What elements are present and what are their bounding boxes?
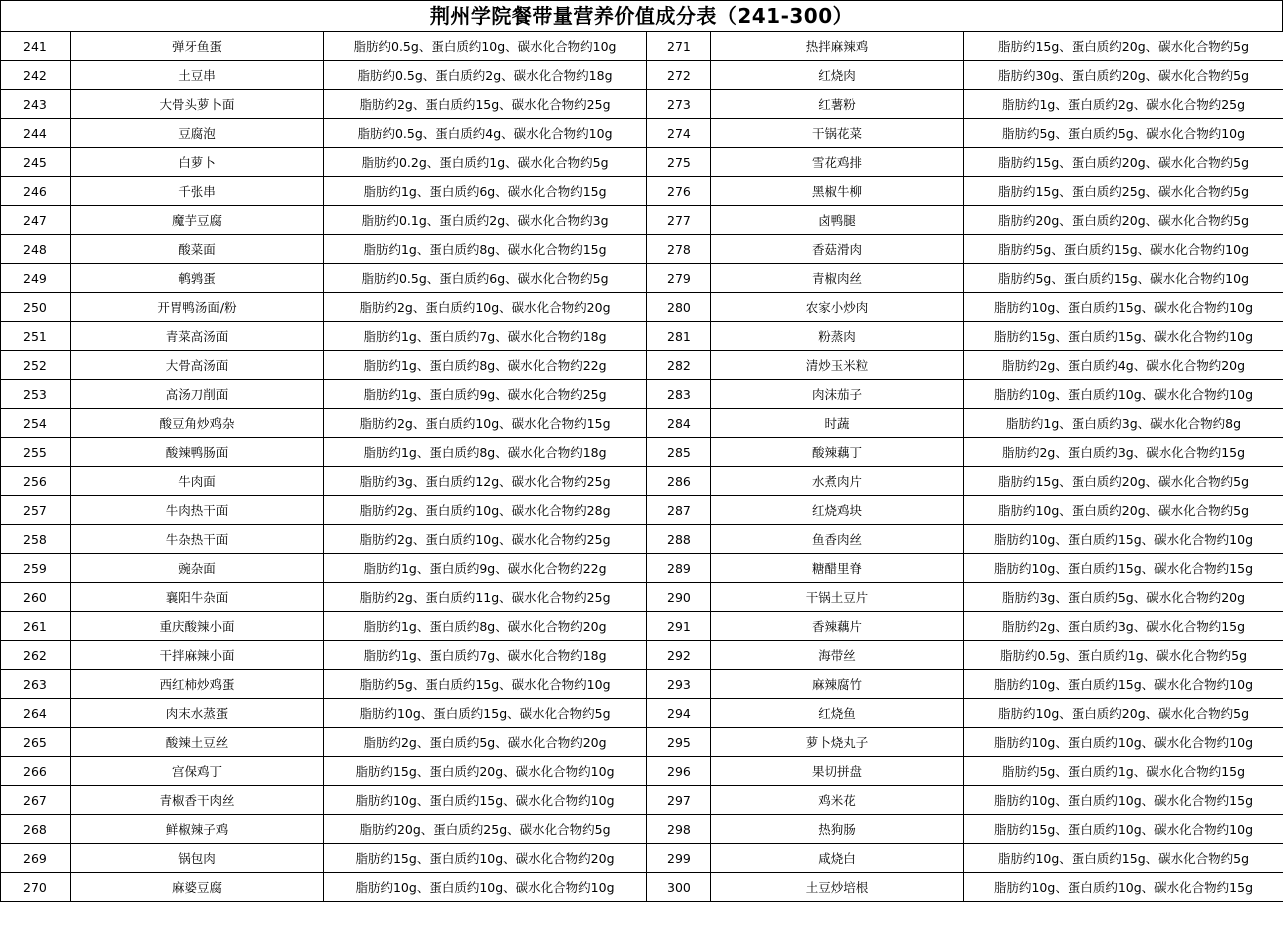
dish-name-cell: 酸菜面 xyxy=(71,235,324,264)
nutrition-cell: 脂肪约10g、蛋白质约20g、碳水化合物约5g xyxy=(964,496,1283,525)
dish-number-cell: 299 xyxy=(647,844,711,873)
dish-number-cell: 294 xyxy=(647,699,711,728)
dish-name-cell: 鸡米花 xyxy=(711,786,964,815)
dish-name-cell: 酸辣土豆丝 xyxy=(71,728,324,757)
dish-name-cell: 萝卜烧丸子 xyxy=(711,728,964,757)
dish-number-cell: 266 xyxy=(1,757,71,786)
table-row xyxy=(1,119,1283,148)
nutrition-cell: 脂肪约10g、蛋白质约15g、碳水化合物约5g xyxy=(964,844,1283,873)
dish-name-cell: 麻婆豆腐 xyxy=(71,873,324,902)
dish-name-cell: 豆腐泡 xyxy=(71,119,324,148)
table-row xyxy=(1,815,1283,844)
dish-name-cell: 红烧鸡块 xyxy=(711,496,964,525)
table-row xyxy=(1,438,1283,467)
dish-number-cell: 272 xyxy=(647,61,711,90)
dish-number-cell: 293 xyxy=(647,670,711,699)
table-row xyxy=(1,61,1283,90)
dish-number-cell: 248 xyxy=(1,235,71,264)
nutrition-cell: 脂肪约5g、蛋白质约15g、碳水化合物约10g xyxy=(324,670,647,699)
dish-name-cell: 青椒香干肉丝 xyxy=(71,786,324,815)
dish-number-cell: 292 xyxy=(647,641,711,670)
table-row xyxy=(1,757,1283,786)
dish-number-cell: 289 xyxy=(647,554,711,583)
dish-number-cell: 252 xyxy=(1,351,71,380)
dish-number-cell: 276 xyxy=(647,177,711,206)
dish-name-cell: 红烧肉 xyxy=(711,61,964,90)
dish-name-cell: 高汤刀削面 xyxy=(71,380,324,409)
dish-name-cell: 热狗肠 xyxy=(711,815,964,844)
nutrition-cell: 脂肪约2g、蛋白质约5g、碳水化合物约20g xyxy=(324,728,647,757)
dish-name-cell: 青菜高汤面 xyxy=(71,322,324,351)
dish-name-cell: 开胃鸭汤面/粉 xyxy=(71,293,324,322)
dish-number-cell: 262 xyxy=(1,641,71,670)
table-row xyxy=(1,583,1283,612)
nutrition-cell: 脂肪约1g、蛋白质约8g、碳水化合物约22g xyxy=(324,351,647,380)
nutrition-cell: 脂肪约5g、蛋白质约15g、碳水化合物约10g xyxy=(964,235,1283,264)
nutrition-cell: 脂肪约10g、蛋白质约10g、碳水化合物约10g xyxy=(964,380,1283,409)
table-body xyxy=(1,32,1283,902)
dish-number-cell: 257 xyxy=(1,496,71,525)
nutrition-cell: 脂肪约1g、蛋白质约7g、碳水化合物约18g xyxy=(324,641,647,670)
nutrition-cell: 脂肪约10g、蛋白质约20g、碳水化合物约5g xyxy=(964,699,1283,728)
dish-number-cell: 263 xyxy=(1,670,71,699)
dish-name-cell: 白萝卜 xyxy=(71,148,324,177)
table-row xyxy=(1,728,1283,757)
dish-number-cell: 277 xyxy=(647,206,711,235)
dish-name-cell: 黑椒牛柳 xyxy=(711,177,964,206)
nutrition-cell: 脂肪约2g、蛋白质约11g、碳水化合物约25g xyxy=(324,583,647,612)
dish-number-cell: 250 xyxy=(1,293,71,322)
table-row xyxy=(1,293,1283,322)
dish-name-cell: 咸烧白 xyxy=(711,844,964,873)
dish-name-cell: 海带丝 xyxy=(711,641,964,670)
nutrition-cell: 脂肪约10g、蛋白质约10g、碳水化合物约10g xyxy=(324,873,647,902)
nutrition-cell: 脂肪约1g、蛋白质约8g、碳水化合物约15g xyxy=(324,235,647,264)
dish-number-cell: 247 xyxy=(1,206,71,235)
dish-number-cell: 282 xyxy=(647,351,711,380)
dish-name-cell: 干锅花菜 xyxy=(711,119,964,148)
nutrition-cell: 脂肪约1g、蛋白质约9g、碳水化合物约25g xyxy=(324,380,647,409)
nutrition-cell: 脂肪约10g、蛋白质约10g、碳水化合物约15g xyxy=(964,873,1283,902)
nutrition-cell: 脂肪约1g、蛋白质约2g、碳水化合物约25g xyxy=(964,90,1283,119)
dish-name-cell: 红薯粉 xyxy=(711,90,964,119)
nutrition-cell: 脂肪约15g、蛋白质约10g、碳水化合物约20g xyxy=(324,844,647,873)
dish-name-cell: 锅包肉 xyxy=(71,844,324,873)
nutrition-cell: 脂肪约0.5g、蛋白质约10g、碳水化合物约10g xyxy=(324,32,647,61)
dish-number-cell: 269 xyxy=(1,844,71,873)
nutrition-cell: 脂肪约3g、蛋白质约12g、碳水化合物约25g xyxy=(324,467,647,496)
dish-number-cell: 242 xyxy=(1,61,71,90)
dish-number-cell: 273 xyxy=(647,90,711,119)
table-row xyxy=(1,496,1283,525)
nutrition-cell: 脂肪约15g、蛋白质约20g、碳水化合物约5g xyxy=(964,467,1283,496)
dish-number-cell: 259 xyxy=(1,554,71,583)
dish-name-cell: 果切拼盘 xyxy=(711,757,964,786)
dish-number-cell: 296 xyxy=(647,757,711,786)
dish-name-cell: 青椒肉丝 xyxy=(711,264,964,293)
dish-number-cell: 271 xyxy=(647,32,711,61)
dish-name-cell: 香菇滑肉 xyxy=(711,235,964,264)
nutrition-cell: 脂肪约5g、蛋白质约5g、碳水化合物约10g xyxy=(964,119,1283,148)
dish-name-cell: 糖醋里脊 xyxy=(711,554,964,583)
table-row xyxy=(1,554,1283,583)
table-row xyxy=(1,177,1283,206)
table-row xyxy=(1,699,1283,728)
dish-number-cell: 283 xyxy=(647,380,711,409)
dish-number-cell: 281 xyxy=(647,322,711,351)
dish-name-cell: 清炒玉米粒 xyxy=(711,351,964,380)
dish-name-cell: 弹牙鱼蛋 xyxy=(71,32,324,61)
nutrition-cell: 脂肪约10g、蛋白质约10g、碳水化合物约10g xyxy=(964,728,1283,757)
dish-number-cell: 278 xyxy=(647,235,711,264)
dish-number-cell: 291 xyxy=(647,612,711,641)
dish-name-cell: 红烧鱼 xyxy=(711,699,964,728)
dish-name-cell: 土豆串 xyxy=(71,61,324,90)
nutrition-cell: 脂肪约2g、蛋白质约10g、碳水化合物约15g xyxy=(324,409,647,438)
dish-number-cell: 286 xyxy=(647,467,711,496)
nutrition-cell: 脂肪约15g、蛋白质约15g、碳水化合物约10g xyxy=(964,322,1283,351)
dish-number-cell: 279 xyxy=(647,264,711,293)
table-row xyxy=(1,786,1283,815)
table-row xyxy=(1,380,1283,409)
nutrition-cell: 脂肪约15g、蛋白质约10g、碳水化合物约10g xyxy=(964,815,1283,844)
nutrition-cell: 脂肪约10g、蛋白质约15g、碳水化合物约15g xyxy=(964,554,1283,583)
dish-name-cell: 土豆炒培根 xyxy=(711,873,964,902)
dish-number-cell: 245 xyxy=(1,148,71,177)
table-row xyxy=(1,32,1283,61)
nutrition-cell: 脂肪约20g、蛋白质约25g、碳水化合物约5g xyxy=(324,815,647,844)
dish-number-cell: 270 xyxy=(1,873,71,902)
nutrition-cell: 脂肪约1g、蛋白质约8g、碳水化合物约20g xyxy=(324,612,647,641)
dish-name-cell: 豌杂面 xyxy=(71,554,324,583)
dish-name-cell: 肉沫茄子 xyxy=(711,380,964,409)
nutrition-cell: 脂肪约1g、蛋白质约3g、碳水化合物约8g xyxy=(964,409,1283,438)
dish-number-cell: 256 xyxy=(1,467,71,496)
nutrition-cell: 脂肪约0.5g、蛋白质约6g、碳水化合物约5g xyxy=(324,264,647,293)
nutrition-cell: 脂肪约1g、蛋白质约8g、碳水化合物约18g xyxy=(324,438,647,467)
nutrition-cell: 脂肪约15g、蛋白质约20g、碳水化合物约5g xyxy=(964,148,1283,177)
dish-name-cell: 卤鸭腿 xyxy=(711,206,964,235)
nutrition-cell: 脂肪约1g、蛋白质约7g、碳水化合物约18g xyxy=(324,322,647,351)
dish-name-cell: 粉蒸肉 xyxy=(711,322,964,351)
dish-name-cell: 千张串 xyxy=(71,177,324,206)
dish-name-cell: 大骨头萝卜面 xyxy=(71,90,324,119)
dish-name-cell: 农家小炒肉 xyxy=(711,293,964,322)
dish-number-cell: 261 xyxy=(1,612,71,641)
table-row xyxy=(1,525,1283,554)
table-row xyxy=(1,206,1283,235)
table-row xyxy=(1,90,1283,119)
dish-name-cell: 干锅土豆片 xyxy=(711,583,964,612)
dish-number-cell: 264 xyxy=(1,699,71,728)
dish-name-cell: 麻辣腐竹 xyxy=(711,670,964,699)
dish-name-cell: 鲜椒辣子鸡 xyxy=(71,815,324,844)
nutrition-cell: 脂肪约10g、蛋白质约15g、碳水化合物约10g xyxy=(964,525,1283,554)
dish-number-cell: 260 xyxy=(1,583,71,612)
table-row xyxy=(1,467,1283,496)
page-title: 荆州学院餐带量营养价值成分表（241-300） xyxy=(0,0,1283,31)
dish-name-cell: 热拌麻辣鸡 xyxy=(711,32,964,61)
dish-number-cell: 285 xyxy=(647,438,711,467)
dish-number-cell: 241 xyxy=(1,32,71,61)
dish-number-cell: 280 xyxy=(647,293,711,322)
nutrition-cell: 脂肪约15g、蛋白质约20g、碳水化合物约10g xyxy=(324,757,647,786)
dish-name-cell: 干拌麻辣小面 xyxy=(71,641,324,670)
dish-name-cell: 重庆酸辣小面 xyxy=(71,612,324,641)
nutrition-cell: 脂肪约5g、蛋白质约1g、碳水化合物约15g xyxy=(964,757,1283,786)
table-row xyxy=(1,235,1283,264)
dish-name-cell: 酸辣鸭肠面 xyxy=(71,438,324,467)
nutrition-cell: 脂肪约20g、蛋白质约20g、碳水化合物约5g xyxy=(964,206,1283,235)
nutrition-table xyxy=(0,31,1283,902)
dish-name-cell: 香辣藕片 xyxy=(711,612,964,641)
dish-number-cell: 287 xyxy=(647,496,711,525)
dish-name-cell: 宫保鸡丁 xyxy=(71,757,324,786)
nutrition-cell: 脂肪约10g、蛋白质约15g、碳水化合物约5g xyxy=(324,699,647,728)
dish-name-cell: 鹌鹑蛋 xyxy=(71,264,324,293)
table-row xyxy=(1,670,1283,699)
table-row xyxy=(1,612,1283,641)
nutrition-cell: 脂肪约2g、蛋白质约3g、碳水化合物约15g xyxy=(964,438,1283,467)
dish-name-cell: 牛肉面 xyxy=(71,467,324,496)
dish-name-cell: 雪花鸡排 xyxy=(711,148,964,177)
nutrition-cell: 脂肪约1g、蛋白质约6g、碳水化合物约15g xyxy=(324,177,647,206)
nutrition-cell: 脂肪约15g、蛋白质约20g、碳水化合物约5g xyxy=(964,32,1283,61)
dish-number-cell: 274 xyxy=(647,119,711,148)
nutrition-cell: 脂肪约1g、蛋白质约9g、碳水化合物约22g xyxy=(324,554,647,583)
dish-name-cell: 酸辣藕丁 xyxy=(711,438,964,467)
dish-number-cell: 288 xyxy=(647,525,711,554)
nutrition-cell: 脂肪约10g、蛋白质约10g、碳水化合物约15g xyxy=(964,786,1283,815)
nutrition-cell: 脂肪约2g、蛋白质约15g、碳水化合物约25g xyxy=(324,90,647,119)
table-row xyxy=(1,844,1283,873)
dish-name-cell: 时蔬 xyxy=(711,409,964,438)
nutrition-cell: 脂肪约10g、蛋白质约15g、碳水化合物约10g xyxy=(324,786,647,815)
dish-number-cell: 244 xyxy=(1,119,71,148)
table-row xyxy=(1,264,1283,293)
nutrition-cell: 脂肪约0.2g、蛋白质约1g、碳水化合物约5g xyxy=(324,148,647,177)
dish-number-cell: 243 xyxy=(1,90,71,119)
table-row xyxy=(1,409,1283,438)
nutrition-cell: 脂肪约0.5g、蛋白质约4g、碳水化合物约10g xyxy=(324,119,647,148)
dish-number-cell: 249 xyxy=(1,264,71,293)
nutrition-cell: 脂肪约0.5g、蛋白质约1g、碳水化合物约5g xyxy=(964,641,1283,670)
dish-number-cell: 298 xyxy=(647,815,711,844)
dish-name-cell: 酸豆角炒鸡杂 xyxy=(71,409,324,438)
dish-name-cell: 大骨高汤面 xyxy=(71,351,324,380)
nutrition-cell: 脂肪约2g、蛋白质约3g、碳水化合物约15g xyxy=(964,612,1283,641)
dish-number-cell: 284 xyxy=(647,409,711,438)
nutrition-cell: 脂肪约10g、蛋白质约15g、碳水化合物约10g xyxy=(964,670,1283,699)
dish-number-cell: 297 xyxy=(647,786,711,815)
dish-name-cell: 魔芋豆腐 xyxy=(71,206,324,235)
dish-name-cell: 襄阳牛杂面 xyxy=(71,583,324,612)
dish-number-cell: 246 xyxy=(1,177,71,206)
table-row xyxy=(1,148,1283,177)
nutrition-cell: 脂肪约15g、蛋白质约25g、碳水化合物约5g xyxy=(964,177,1283,206)
dish-number-cell: 275 xyxy=(647,148,711,177)
table-row xyxy=(1,322,1283,351)
dish-name-cell: 西红柿炒鸡蛋 xyxy=(71,670,324,699)
table-row xyxy=(1,641,1283,670)
dish-number-cell: 253 xyxy=(1,380,71,409)
dish-number-cell: 267 xyxy=(1,786,71,815)
dish-number-cell: 255 xyxy=(1,438,71,467)
nutrition-cell: 脂肪约2g、蛋白质约10g、碳水化合物约20g xyxy=(324,293,647,322)
dish-number-cell: 290 xyxy=(647,583,711,612)
nutrition-cell: 脂肪约10g、蛋白质约15g、碳水化合物约10g xyxy=(964,293,1283,322)
dish-number-cell: 295 xyxy=(647,728,711,757)
nutrition-cell: 脂肪约0.1g、蛋白质约2g、碳水化合物约3g xyxy=(324,206,647,235)
dish-number-cell: 268 xyxy=(1,815,71,844)
dish-number-cell: 300 xyxy=(647,873,711,902)
dish-name-cell: 肉末水蒸蛋 xyxy=(71,699,324,728)
dish-name-cell: 鱼香肉丝 xyxy=(711,525,964,554)
nutrition-cell: 脂肪约5g、蛋白质约15g、碳水化合物约10g xyxy=(964,264,1283,293)
dish-number-cell: 265 xyxy=(1,728,71,757)
nutrition-cell: 脂肪约0.5g、蛋白质约2g、碳水化合物约18g xyxy=(324,61,647,90)
nutrition-cell: 脂肪约2g、蛋白质约10g、碳水化合物约28g xyxy=(324,496,647,525)
dish-number-cell: 254 xyxy=(1,409,71,438)
nutrition-cell: 脂肪约30g、蛋白质约20g、碳水化合物约5g xyxy=(964,61,1283,90)
table-row xyxy=(1,873,1283,902)
nutrition-cell: 脂肪约3g、蛋白质约5g、碳水化合物约20g xyxy=(964,583,1283,612)
dish-name-cell: 牛杂热干面 xyxy=(71,525,324,554)
dish-number-cell: 258 xyxy=(1,525,71,554)
nutrition-cell: 脂肪约2g、蛋白质约10g、碳水化合物约25g xyxy=(324,525,647,554)
dish-number-cell: 251 xyxy=(1,322,71,351)
dish-name-cell: 牛肉热干面 xyxy=(71,496,324,525)
table-row xyxy=(1,351,1283,380)
dish-name-cell: 水煮肉片 xyxy=(711,467,964,496)
nutrition-cell: 脂肪约2g、蛋白质约4g、碳水化合物约20g xyxy=(964,351,1283,380)
